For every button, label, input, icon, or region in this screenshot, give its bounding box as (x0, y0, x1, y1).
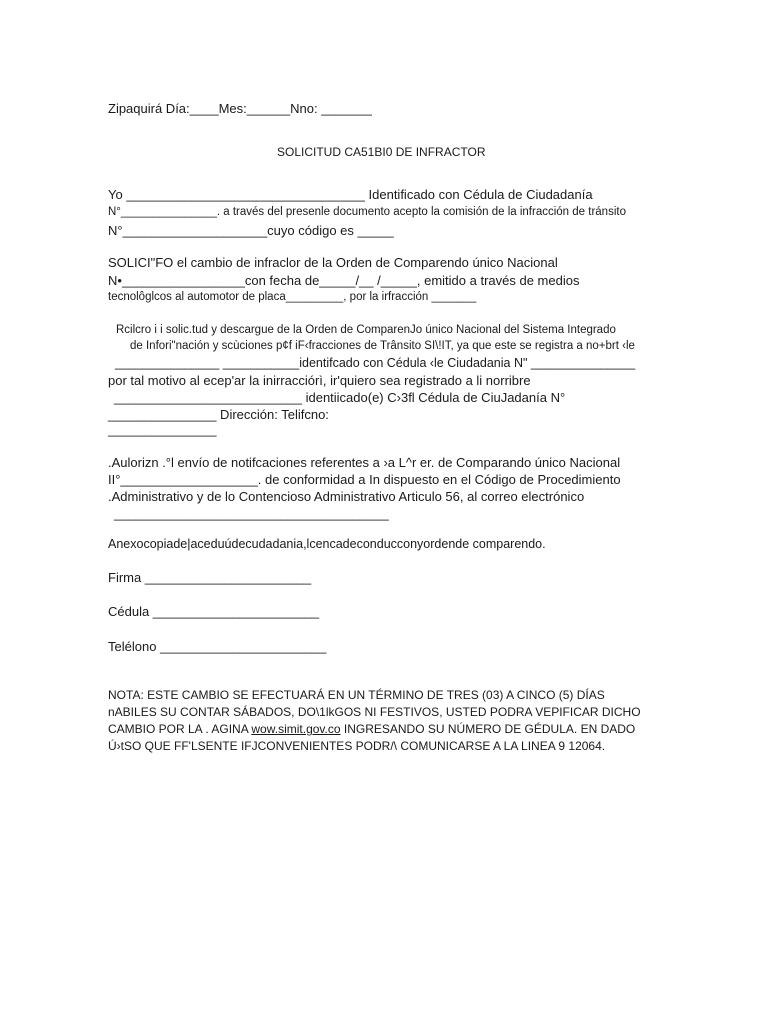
p4-line-1: .Aulorizn .°l envío de notifcaciones referentes a ›a L^r er. de Comparando único Nacional (108, 455, 621, 470)
p1-line-1: Yo _________________________________ Identificado con Cédula de Ciudadanía (108, 187, 593, 202)
p3-line-4: por tal motivo al ecep'ar la inirracciórì, ir'quiero sea registrado a li norribre (108, 373, 531, 388)
firma-field: Firma _______________________ (108, 570, 312, 585)
p4-line-3: .Administrativo y de lo Contencioso Administrativo Articulo 56, al correo electrónico (108, 489, 585, 504)
nota-line-4: Ú›tSO QUE FF'LSENTE IFJCONVENIENTES PODR/\ COMUNICARSE A LA LINEA 9 12064. (108, 739, 606, 753)
cedula-field: Cédula _______________________ (108, 604, 320, 619)
simit-link[interactable]: wow.simit.gov.co (251, 722, 341, 736)
p3-line-3: _______________ ___________identifcado con Cédula ‹le Ciudadania N" _______________ (115, 356, 636, 370)
header-date-line: Zipaquirá Día:____Mes:______Nno: _______ (108, 101, 372, 116)
p3-line-2: de Infori"nación y scùciones p¢f iF‹fracciones de Trânsito SI\!IT, ya que este se registra a no+brt ‹le (130, 340, 635, 352)
p3-line-7: _______________ (108, 422, 217, 437)
nota-line-1: NOTA: ESTE CAMBIO SE EFECTUARÁ EN UN TÉRMINO DE TRES (03) A CINCO (5) DÍAS (108, 688, 605, 702)
document-title: SOLICITUD CA51BI0 DE INFRACTOR (277, 145, 486, 159)
p3-line-1: Rcilcro i i solic.tud y descargue de la Orden de ComparenJo único Nacional del Sistema Integrado (116, 324, 616, 336)
p1-line-3: N°____________________cuyo código es _____ (108, 223, 394, 238)
nota-line-2: nABILES SU CONTAR SÁBADOS, DO\1lkGOS NI FESTIVOS, USTED PODRA VEPIFICAR DICHO (108, 705, 641, 719)
telefono-field: Telélono _______________________ (108, 639, 327, 654)
p4-line-4: ______________________________________ (114, 506, 389, 521)
p1-line-2: N°_______________. a través del presenle documento acepto la comisión de la infracción de tránsito (108, 206, 626, 218)
nota-line-3-end: INGRESANDO SU NÚMERO DE GÉDULA. EN DADO (340, 722, 636, 736)
nota-line-3-start: CAMBIO POR LA . AGINA (108, 722, 252, 736)
p2-line-2: N•_________________con fecha de_____/__ /_____, emitido a través de medios (108, 273, 580, 288)
p4-line-2: II°___________________. de conformidad a In dispuesto en el Código de Procedimiento (108, 472, 621, 487)
nota-line-3 (108, 723, 635, 735)
annex-line: Anexocopiade|aceduúdecudadania,lcencadeconducconyordende comparendo. (108, 537, 546, 551)
p2-line-3: tecnolôglcos al automotor de placa_________, por la irfracción _______ (108, 291, 477, 303)
p3-line-5: __________________________ identiicado(e) C›3fl Cédula de CiuJadanía N° (114, 390, 566, 405)
p3-line-6: _______________ Dirección: Telifcno: (108, 407, 329, 422)
p2-line-1: SOLICI"FO el cambio de infraclor de la Orden de Comparendo único Nacional (108, 255, 558, 270)
